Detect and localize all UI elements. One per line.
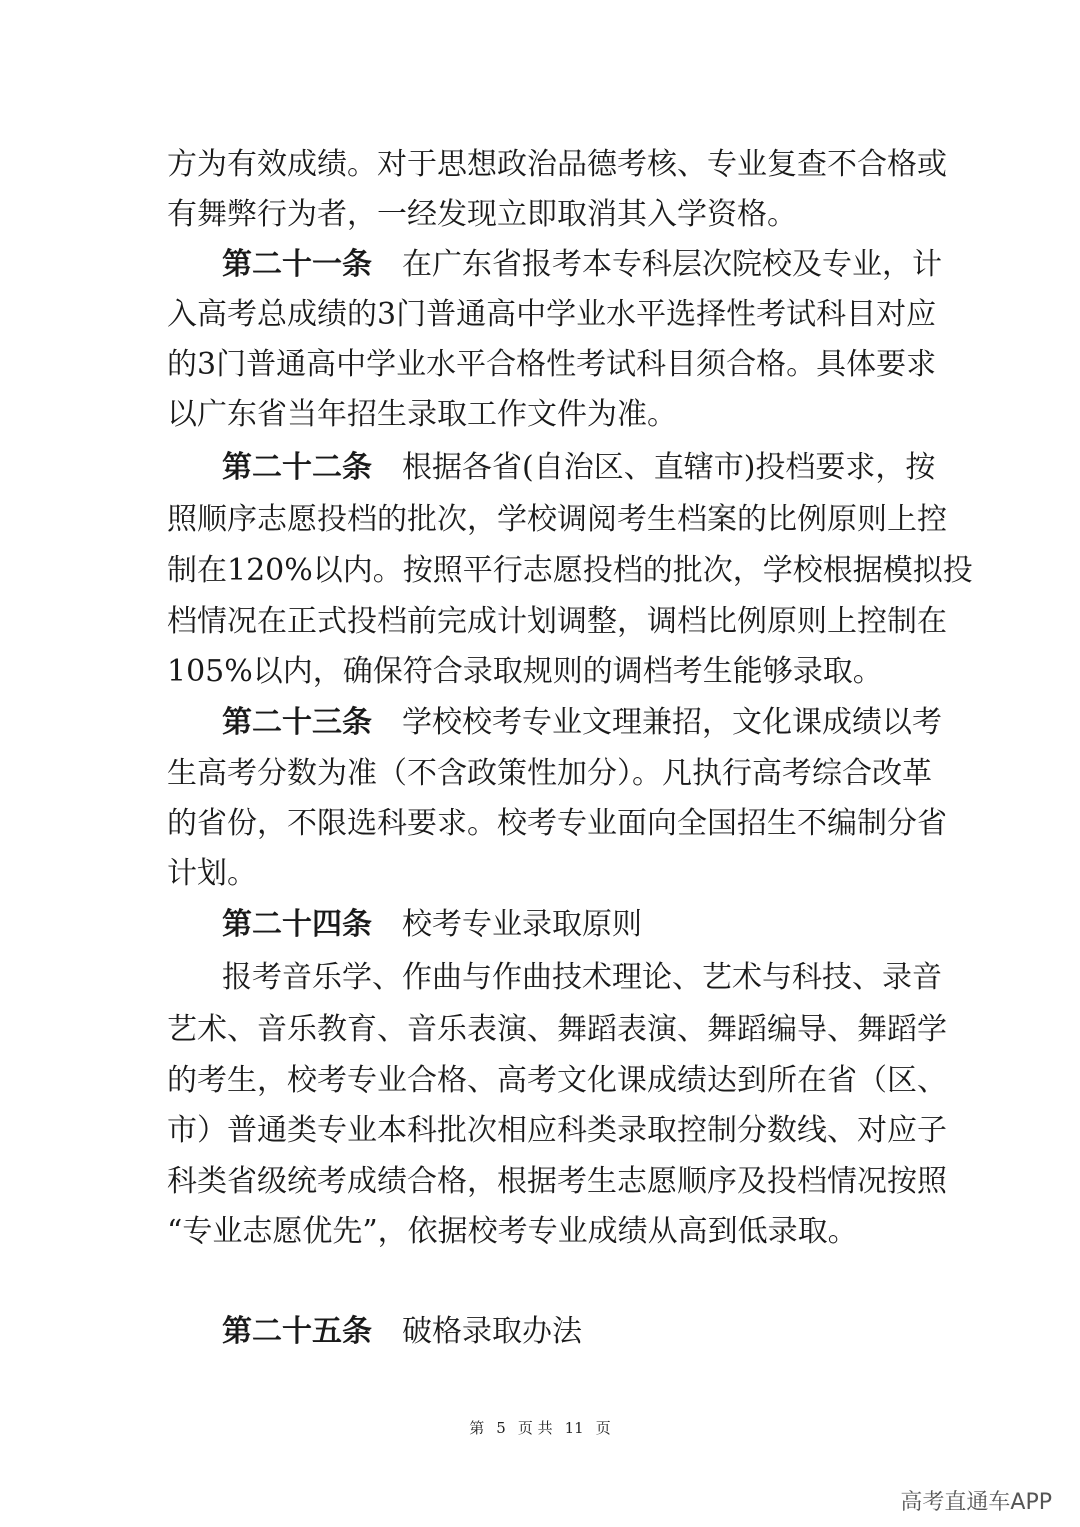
body-line: 方为有效成绩。对于思想政治品德考核、专业复查不合格或 bbox=[167, 147, 947, 182]
article-21-text: 在广东省报考本专科层次院校及专业，计 bbox=[402, 247, 942, 282]
page-footer bbox=[0, 1417, 1080, 1438]
body-line: 艺术、音乐教育、音乐表演、舞蹈表演、舞蹈编导、舞蹈学 bbox=[167, 1012, 947, 1047]
article-23-line bbox=[222, 703, 942, 743]
article-22-text: 根据各省(自治区、直辖市)投档要求，按 bbox=[402, 450, 936, 485]
watermark: 高考直通车APP bbox=[900, 1490, 1052, 1515]
article-25-line bbox=[222, 1312, 915, 1352]
footer-middle: 页 共 bbox=[517, 1419, 553, 1437]
body-line: 报考音乐学、作曲与作曲技术理论、艺术与科技、录音 bbox=[222, 960, 942, 995]
article-25-heading: 第二十五条 bbox=[222, 1314, 372, 1349]
footer-page-number: 5 bbox=[496, 1419, 506, 1437]
article-23-heading: 第二十三条 bbox=[222, 705, 372, 740]
body-line: 入高考总成绩的3门普通高中学业水平选择性考试科目对应 bbox=[167, 297, 937, 332]
footer-suffix: 页 bbox=[595, 1419, 611, 1437]
body-line: 的省份，不限选科要求。校考专业面向全国招生不编制分省 bbox=[167, 806, 947, 841]
body-line: 生高考分数为准（不含政策性加分）。凡执行高考综合改革 bbox=[167, 756, 932, 791]
article-24-heading: 第二十四条 bbox=[222, 907, 372, 942]
article-24-text: 校考专业录取原则 bbox=[402, 907, 642, 942]
article-24-line bbox=[222, 905, 915, 945]
body-line: 以广东省当年招生录取工作文件为准。 bbox=[167, 397, 677, 432]
article-21-heading: 第二十一条 bbox=[222, 247, 372, 282]
body-line: 的考生，校考专业合格、高考文化课成绩达到所在省（区、 bbox=[167, 1063, 947, 1098]
body-line: “专业志愿优先”，依据校考专业成绩从高到低录取。 bbox=[167, 1214, 858, 1249]
body-line: 105%以内，确保符合录取规则的调档考生能够录取。 bbox=[167, 654, 883, 689]
body-line: 市）普通类专业本科批次相应科类录取控制分数线、对应子 bbox=[167, 1113, 947, 1148]
article-25-text: 破格录取办法 bbox=[402, 1314, 582, 1349]
body-line: 照顺序志愿投档的批次，学校调阅考生档案的比例原则上控 bbox=[167, 502, 947, 537]
body-line: 有舞弊行为者，一经发现立即取消其入学资格。 bbox=[167, 197, 797, 232]
body-line: 计划。 bbox=[167, 856, 257, 891]
footer-prefix: 第 bbox=[469, 1419, 485, 1437]
article-21-line bbox=[222, 245, 942, 285]
article-23-text: 学校校考专业文理兼招，文化课成绩以考 bbox=[402, 705, 942, 740]
article-22-line bbox=[222, 448, 936, 488]
body-line: 制在120%以内。按照平行志愿投档的批次，学校根据模拟投 bbox=[167, 553, 973, 588]
body-line: 科类省级统考成绩合格，根据考生志愿顺序及投档情况按照 bbox=[167, 1164, 947, 1199]
footer-total-pages: 11 bbox=[564, 1419, 584, 1437]
body-line: 的3门普通高中学业水平合格性考试科目须合格。具体要求 bbox=[167, 347, 937, 382]
article-22-heading: 第二十二条 bbox=[222, 450, 372, 485]
body-line: 档情况在正式投档前完成计划调整，调档比例原则上控制在 bbox=[167, 604, 947, 639]
